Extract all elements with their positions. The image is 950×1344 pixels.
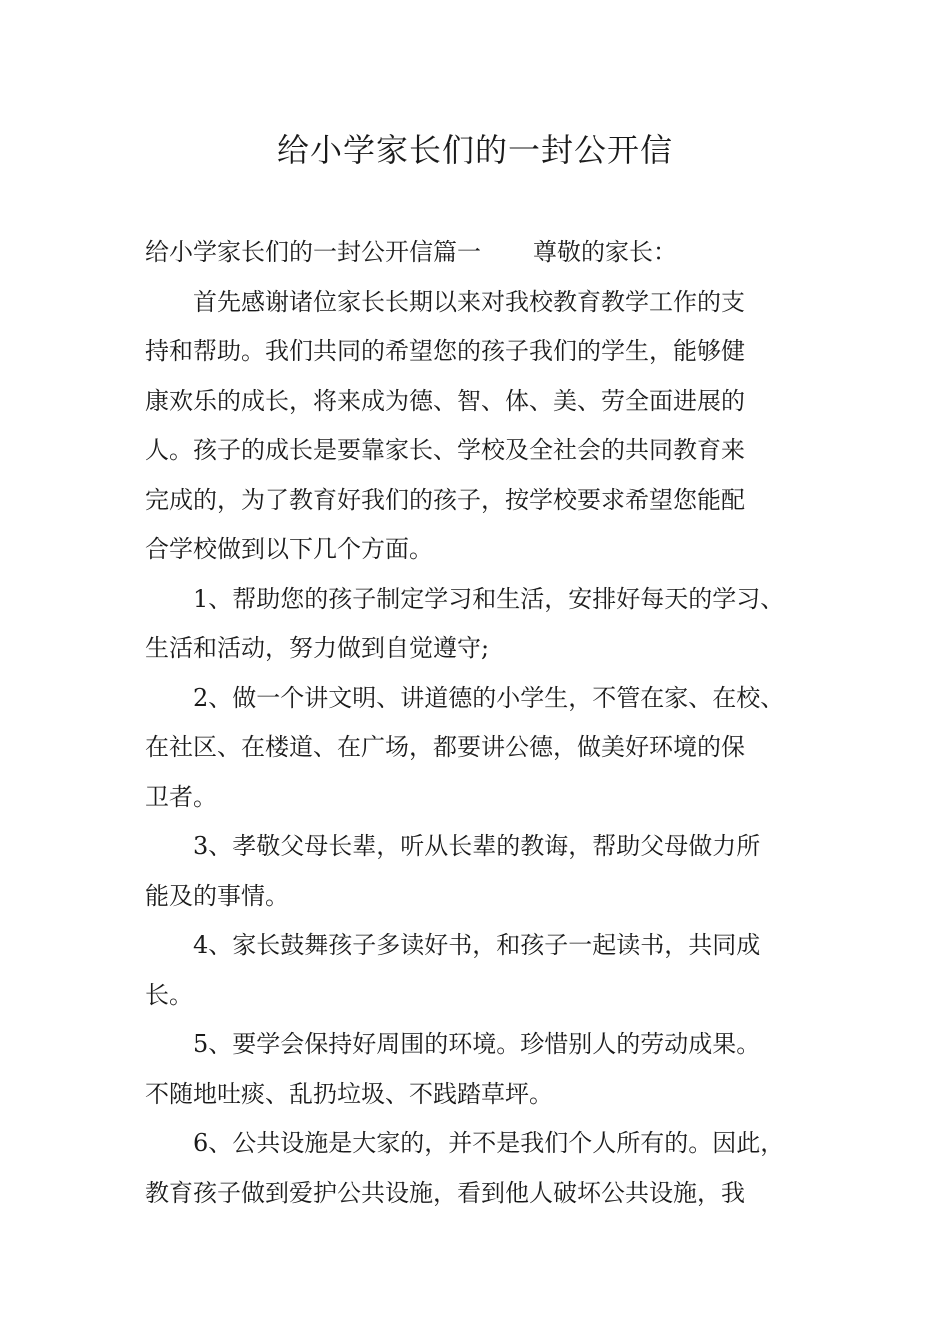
list-item-4 [145, 921, 825, 1020]
paragraph-line: 4、家长鼓舞孩子多读好书，和孩子一起读书，共同成 [193, 931, 761, 959]
paragraph-line: 3、孝敬父母长辈，听从长辈的教诲，帮助父母做力所 [193, 832, 761, 860]
document-body [145, 228, 825, 1218]
paragraph-line: 能及的事情。 [145, 881, 289, 910]
list-item-5 [145, 1020, 825, 1119]
paragraph-line: 6、公共设施是大家的，并不是我们个人所有的。因此， [193, 1129, 785, 1157]
paragraph-intro [145, 278, 825, 575]
list-item-3 [145, 822, 825, 921]
greeting: 尊敬的家长： [533, 238, 677, 266]
paragraph-line: 持和帮助。我们共同的希望您的孩子我们的学生，能够健 [145, 337, 745, 365]
paragraph-line: 首先感谢诸位家长长期以来对我校教育教学工作的支 [193, 287, 745, 316]
paragraph-line: 卫者。 [145, 782, 217, 811]
paragraph-line: 教育孩子做到爱护公共设施，看到他人破坏公共设施，我 [145, 1178, 745, 1207]
section-subtitle: 给小学家长们的一封公开信篇一 [145, 238, 481, 266]
subtitle-line [145, 228, 825, 278]
paragraph-line: 生活和活动，努力做到自觉遵守; [145, 634, 490, 662]
paragraph-line: 人。孩子的成长是要靠家长、学校及全社会的共同教育来 [145, 436, 745, 464]
paragraph-line: 不随地吐痰、乱扔垃圾、不践踏草坪。 [145, 1079, 553, 1108]
paragraph-line: 2、做一个讲文明、讲道德的小学生，不管在家、在校、 [193, 683, 785, 712]
paragraph-line: 在社区、在楼道、在广场，都要讲公德，做美好环境的保 [145, 733, 745, 761]
paragraph-line: 完成的，为了教育好我们的孩子，按学校要求希望您能配 [145, 485, 745, 514]
paragraph-line: 康欢乐的成长，将来成为德、智、体、美、劳全面进展的 [145, 386, 745, 415]
paragraph-line: 长。 [145, 980, 193, 1009]
list-item-6 [145, 1119, 825, 1218]
paragraph-line: 合学校做到以下几个方面。 [145, 535, 433, 563]
paragraph-line: 1、帮助您的孩子制定学习和生活，安排好每天的学习、 [193, 584, 785, 613]
paragraph-line: 5、要学会保持好周围的环境。珍惜别人的劳动成果。 [193, 1030, 761, 1058]
list-item-2 [145, 674, 825, 823]
document-title: 给小学家长们的一封公开信 [276, 131, 673, 169]
list-item-1 [145, 575, 825, 674]
subtitle-row [145, 228, 825, 278]
